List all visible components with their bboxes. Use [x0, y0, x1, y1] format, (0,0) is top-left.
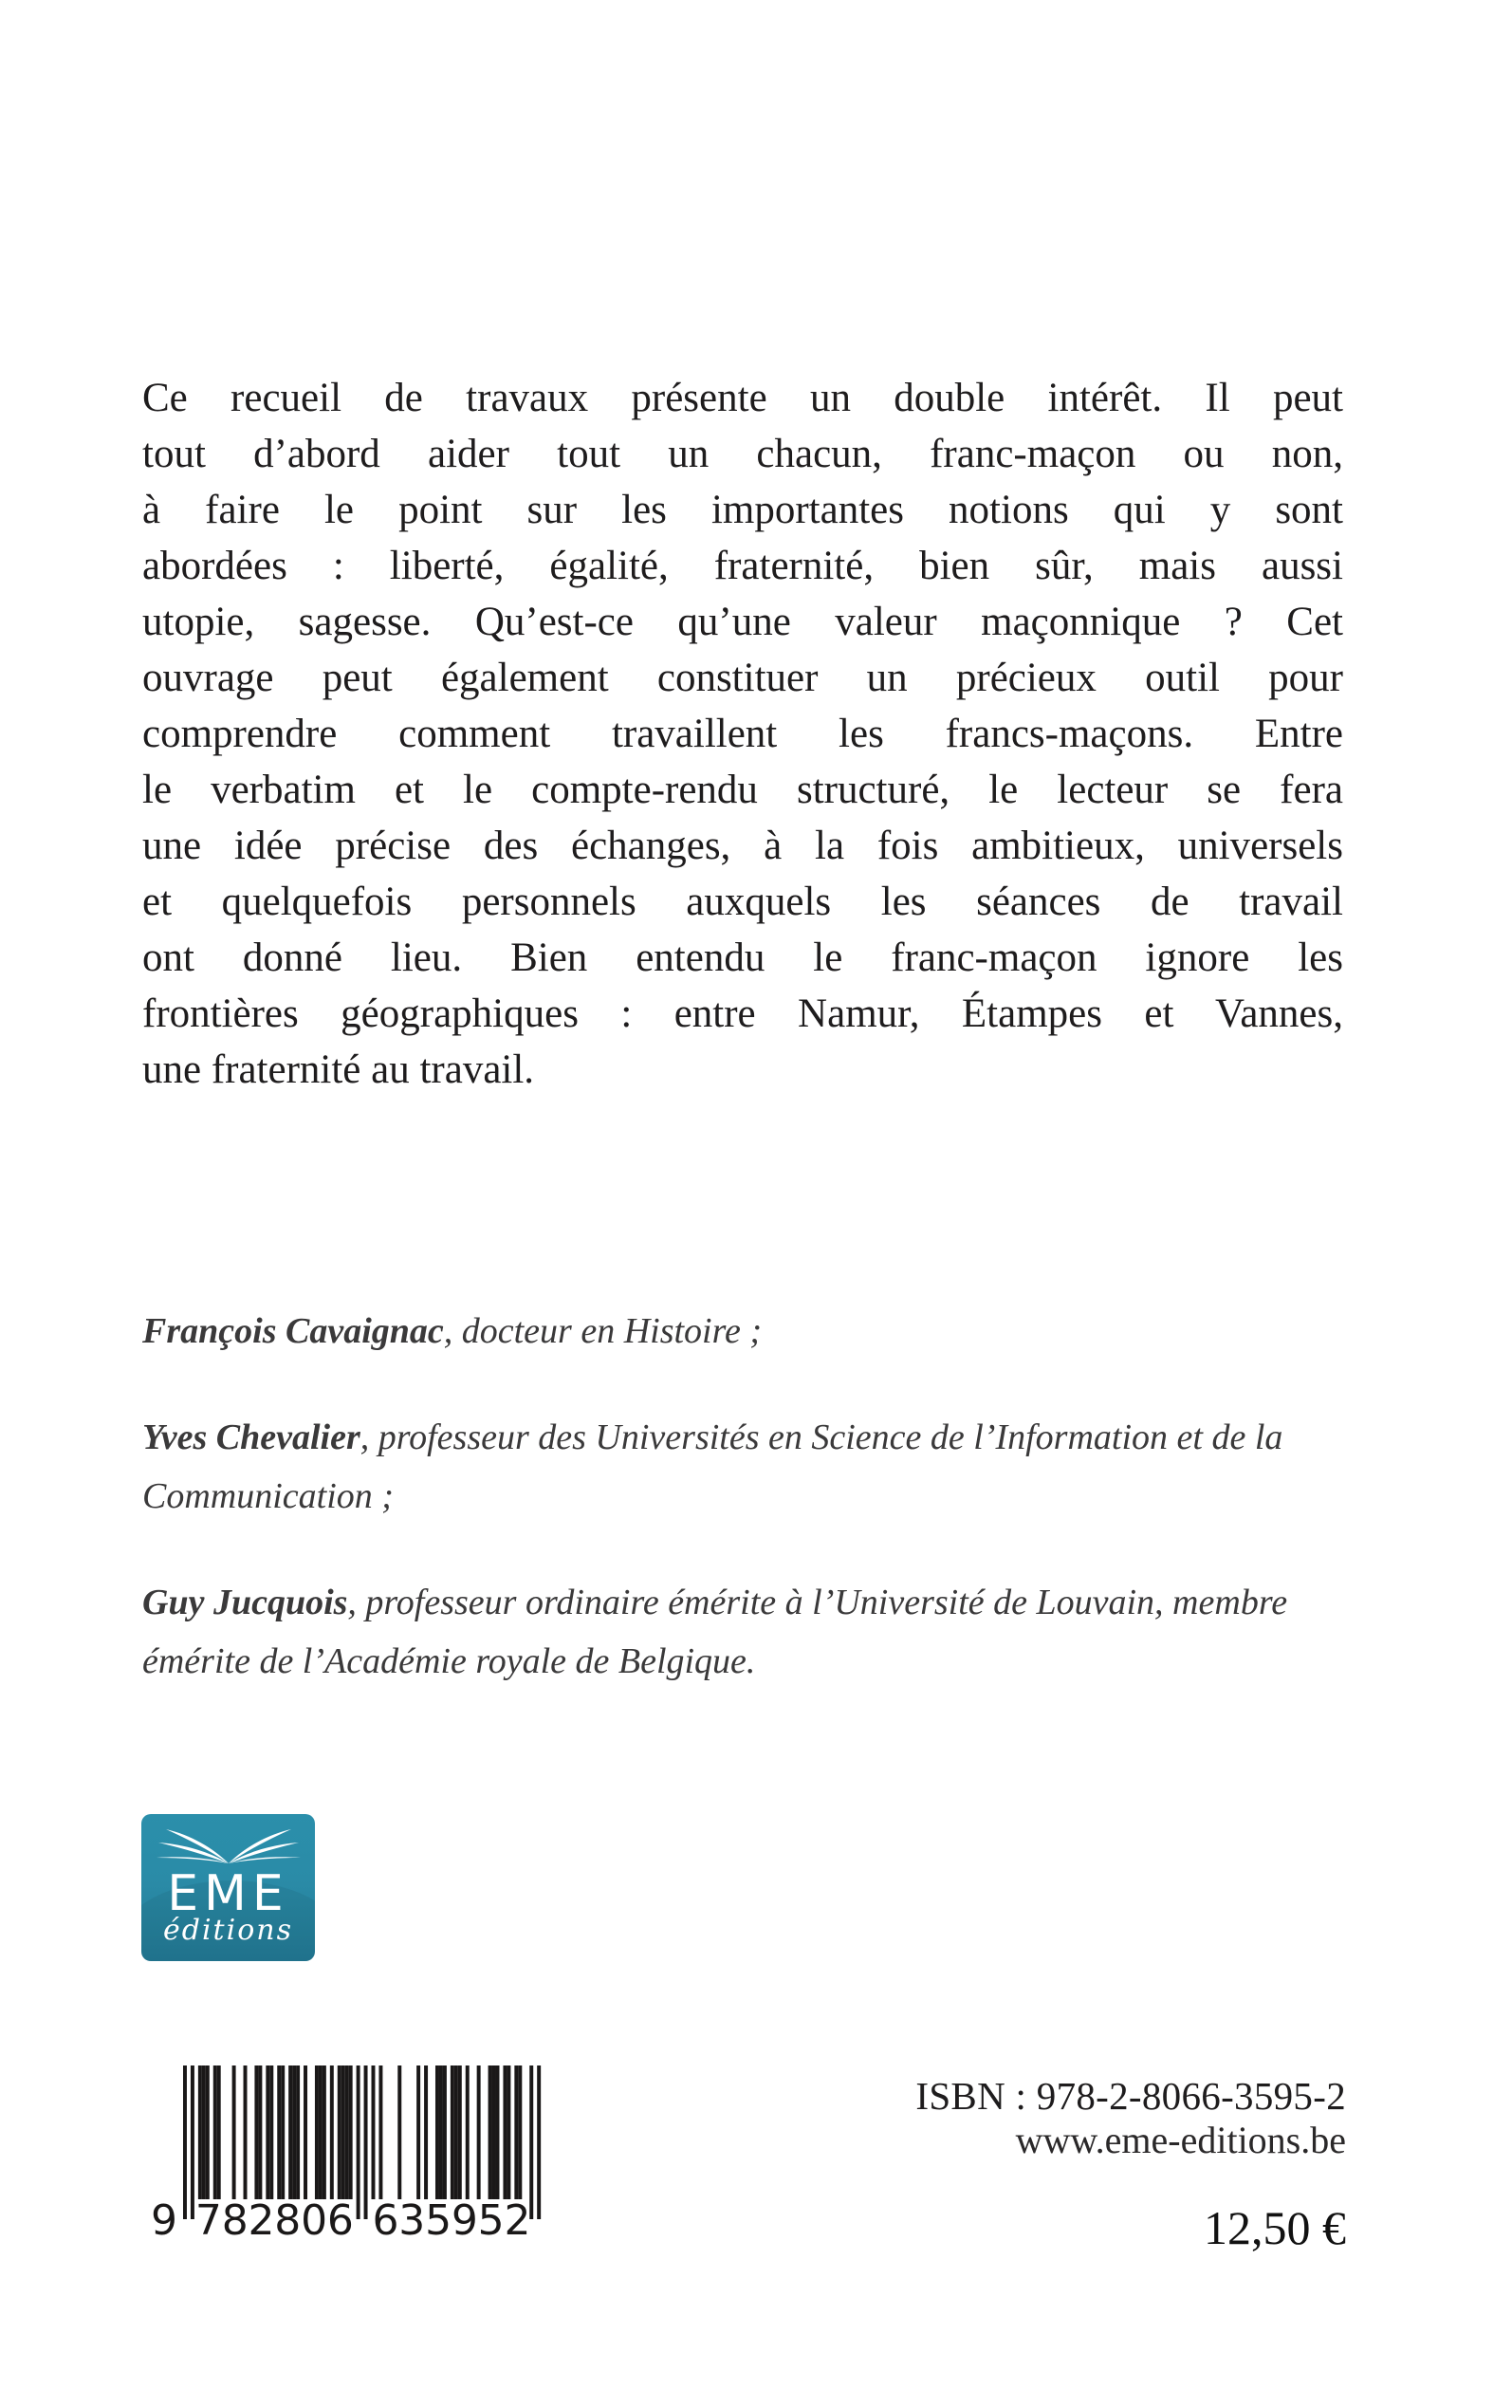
blurb-line: ont donné lieu. Bien entendu le franc-maçon ignore les — [142, 935, 1343, 980]
barcode-digit: 9 — [151, 2196, 177, 2245]
barcode-digit: 6 — [372, 2196, 399, 2245]
author-entry — [142, 1573, 1356, 1691]
barcode-digit: 7 — [194, 2196, 222, 2245]
author-description: , professeur ordinaire émérite à l’Université de Louvain, membre émérite de l’Académie royale de Belgique. — [142, 1583, 1288, 1681]
author-list — [142, 1302, 1356, 1738]
logo-wordmark: EME — [167, 1865, 289, 1922]
publisher-logo — [141, 1814, 315, 1961]
blurb-line: une idée précise des échanges, à la fois ambitieux, universels — [142, 824, 1343, 868]
isbn-text: ISBN : 978-2-8066-3595-2 — [915, 2074, 1346, 2118]
barcode-digit: 8 — [274, 2196, 302, 2245]
blurb-line: tout d’abord aider tout un chacun, franc-maçon ou non, — [142, 432, 1343, 476]
blurb-paragraph — [142, 370, 1343, 1098]
barcode-digit: 8 — [221, 2196, 249, 2245]
barcode-digits — [147, 2059, 555, 2249]
logo-subtitle: éditions — [163, 1914, 293, 1947]
blurb-line: une fraternité au travail. — [142, 1047, 535, 1092]
author-description: , professeur des Universités en Science de l’Information et de la Communication ; — [142, 1417, 1283, 1516]
barcode-digit: 9 — [451, 2196, 478, 2245]
blurb-line: utopie, sagesse. Qu’est-ce qu’une valeur maçonnique ? Cet — [142, 600, 1343, 644]
blurb-line: et quelquefois personnels auxquels les séances de travail — [142, 880, 1343, 924]
isbn-barcode — [147, 2059, 555, 2249]
barcode-digit: 0 — [301, 2196, 328, 2245]
publisher-website-link[interactable]: www.eme-editions.be — [1015, 2119, 1346, 2161]
blurb-line: le verbatim et le compte-rendu structuré, le lecteur se fera — [142, 768, 1343, 812]
blurb-line: à faire le point sur les importantes notions qui y sont — [142, 488, 1343, 532]
author-name: Guy Jucquois — [142, 1583, 348, 1622]
barcode-digit: 5 — [425, 2196, 452, 2245]
barcode-digit: 2 — [504, 2196, 531, 2245]
barcode-digit: 6 — [326, 2196, 354, 2245]
price-label: 12,50 € — [1204, 2201, 1346, 2254]
author-entry — [142, 1302, 1356, 1361]
blurb-line: Ce recueil de travaux présente un double intérêt. Il peut — [142, 376, 1343, 420]
author-name: Yves Chevalier — [142, 1417, 360, 1457]
book-meta — [915, 2074, 1346, 2254]
blurb-line: comprendre comment travaillent les francs-maçons. Entre — [142, 712, 1343, 756]
barcode-digit: 2 — [248, 2196, 275, 2245]
blurb-line: frontières géographiques : entre Namur, Étampes et Vannes, — [142, 991, 1343, 1036]
author-description: , docteur en Histoire ; — [443, 1311, 762, 1351]
blurb-line: abordées : liberté, égalité, fraternité, bien sûr, mais aussi — [142, 544, 1343, 588]
barcode-digit: 5 — [477, 2196, 505, 2245]
barcode-digit: 3 — [398, 2196, 426, 2245]
author-entry — [142, 1408, 1356, 1526]
blurb-line: ouvrage peut également constituer un précieux outil pour — [142, 656, 1343, 700]
author-name: François Cavaignac — [142, 1311, 444, 1351]
